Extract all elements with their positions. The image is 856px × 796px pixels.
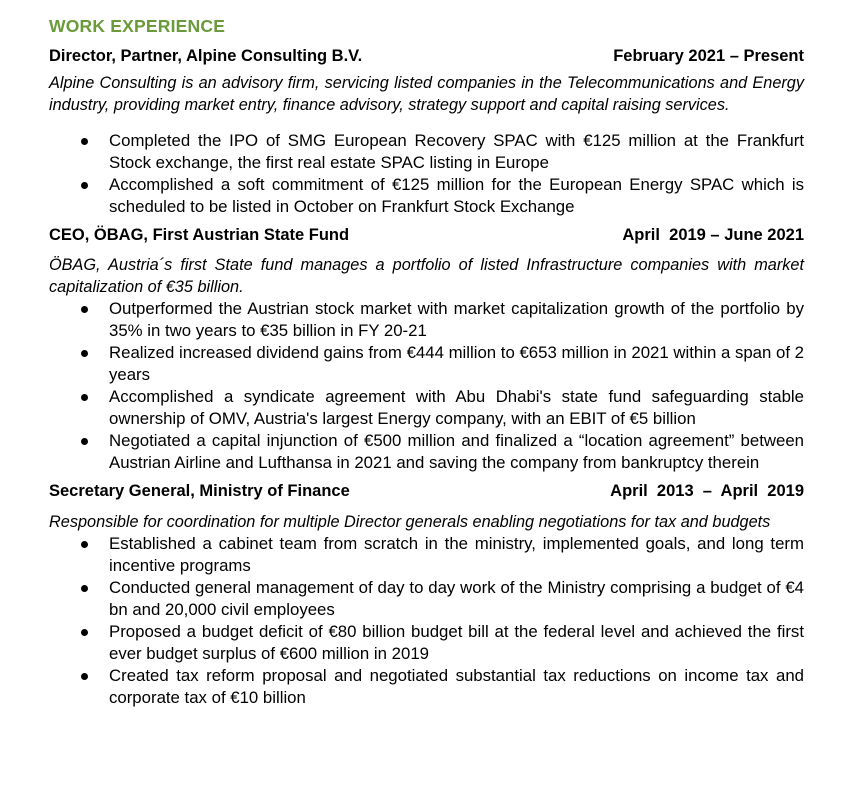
bullet-icon — [81, 673, 88, 680]
section-title: WORK EXPERIENCE — [49, 16, 226, 36]
list-item — [49, 298, 804, 342]
job-entry-ministry-of-finance — [49, 480, 804, 709]
list-item-text: Conducted general management of day to day work of the Ministry comprising a budget of €4 bn and 20,000 civil employees — [109, 578, 804, 619]
list-item-text: Established a cabinet team from scratch in the ministry, implemented goals, and long term incentive programs — [109, 534, 804, 575]
bullet-icon — [81, 394, 88, 401]
list-item — [49, 577, 804, 621]
list-item-text: Negotiated a capital injunction of €500 million and finalized a “location agreement” between Austrian Airline and Lufthansa in 2021 and saving the company from bankruptcy therein — [109, 431, 804, 472]
list-item-text: Created tax reform proposal and negotiated substantial tax reductions on income tax and corporate tax of €10 billion — [109, 666, 804, 707]
list-item — [49, 533, 804, 577]
list-item-text: Accomplished a soft commitment of €125 million for the European Energy SPAC which is scheduled to be listed in October on Frankfurt Stock Exchange — [109, 175, 804, 216]
list-item — [49, 130, 804, 174]
job-header — [49, 224, 804, 246]
job-dates: April 2013 – April 2019 — [610, 482, 804, 500]
list-item — [49, 621, 804, 665]
list-item-text: Accomplished a syndicate agreement with Abu Dhabi's state fund safeguarding stable ownership of OMV, Austria's largest Energy company, with an EBIT of €5 billion — [109, 387, 804, 428]
job-description: ÖBAG, Austria´s first State fund manages a portfolio of listed Infrastructure companies with market capitalization of €35 billion. — [49, 256, 804, 296]
list-item-text: Completed the IPO of SMG European Recovery SPAC with €125 million at the Frankfurt Stock exchange, the first real estate SPAC listing in Europe — [109, 131, 804, 172]
list-item-text: Realized increased dividend gains from €444 million to €653 million in 2021 within a span of 2 years — [109, 343, 804, 384]
bullet-icon — [81, 585, 88, 592]
bullet-icon — [81, 306, 88, 313]
job-title: Director, Partner, Alpine Consulting B.V. — [49, 47, 363, 65]
job-achievements-list — [49, 533, 804, 709]
list-item — [49, 386, 804, 430]
job-description: Alpine Consulting is an advisory firm, servicing listed companies in the Telecommunications and Energy industry, providing market entry, finance advisory, strategy support and capital raising services. — [49, 74, 804, 114]
job-dates: February 2021 – Present — [613, 47, 804, 65]
job-header — [49, 480, 804, 502]
job-entry-alpine-consulting — [49, 45, 804, 218]
job-title: Secretary General, Ministry of Finance — [49, 482, 350, 500]
list-item — [49, 665, 804, 709]
list-item — [49, 342, 804, 386]
job-achievements-list — [49, 130, 804, 218]
list-item-text: Outperformed the Austrian stock market with market capitalization growth of the portfolio by 35% in two years to €35 billion in FY 20-21 — [109, 299, 804, 340]
job-header — [49, 45, 804, 67]
list-item-text: Proposed a budget deficit of €80 billion budget bill at the federal level and achieved the first ever budget surplus of €600 million in 2019 — [109, 622, 804, 663]
job-achievements-list — [49, 298, 804, 474]
list-item — [49, 430, 804, 474]
job-description: Responsible for coordination for multiple Director generals enabling negotiations for tax and budgets — [49, 513, 771, 531]
job-title: CEO, ÖBAG, First Austrian State Fund — [49, 226, 350, 244]
bullet-icon — [81, 350, 88, 357]
job-entry-obag — [49, 224, 804, 474]
job-dates: April 2019 – June 2021 — [622, 226, 804, 244]
bullet-icon — [81, 438, 88, 445]
bullet-icon — [81, 182, 88, 189]
list-item — [49, 174, 804, 218]
bullet-icon — [81, 629, 88, 636]
bullet-icon — [81, 541, 88, 548]
bullet-icon — [81, 138, 88, 145]
